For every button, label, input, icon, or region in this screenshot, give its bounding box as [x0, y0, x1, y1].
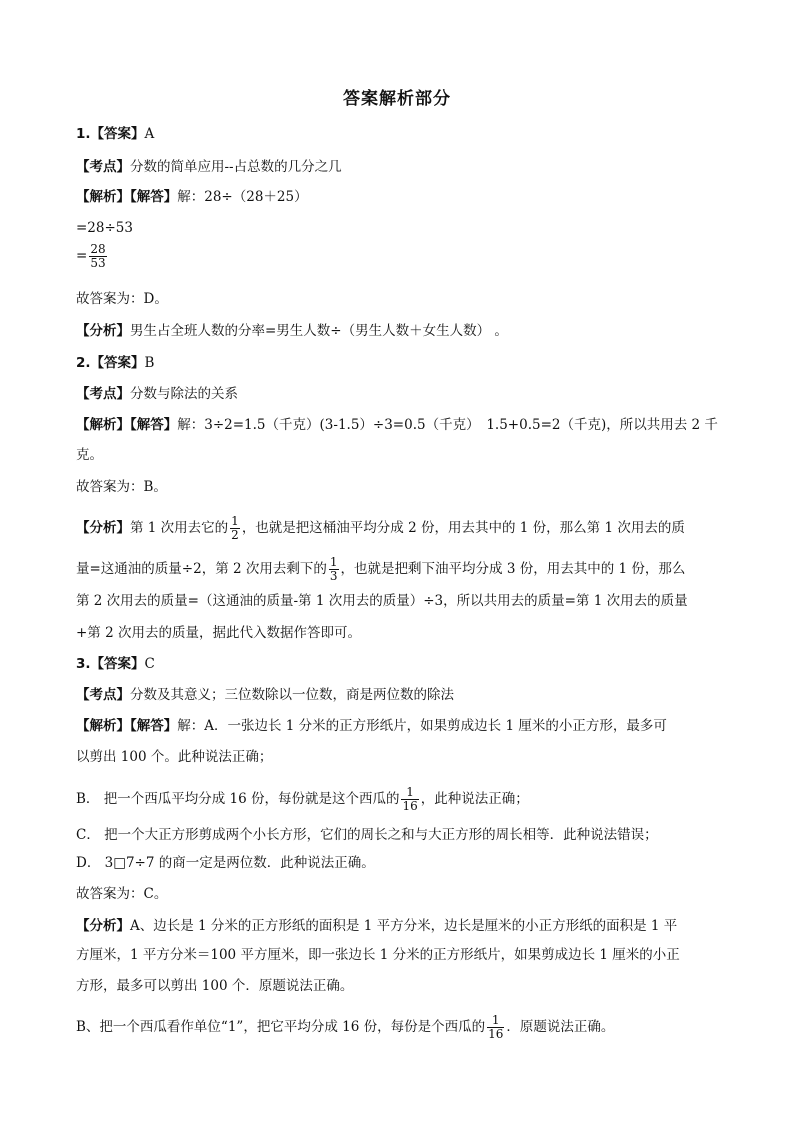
q2-fenxi-text: ，也就是把这桶油平均分成 2 份，用去其中的 1 份，那么第 1 次用去的质: [241, 520, 685, 536]
q1-fraction: [89, 243, 106, 270]
jieda-tag: 【解答】: [130, 417, 178, 433]
q2-conclusion: 故答案为：B。: [76, 479, 167, 495]
q2-jieda-l1: 解：3÷2=1.5（千克）(3-1.5）÷3=0.5（千克） 1.5+0.5=2（千克)，所以共用去 2 千: [177, 417, 718, 433]
q1-step3-eq: =: [76, 248, 88, 264]
answer-tag: 【答案】: [90, 656, 145, 672]
fraction-numerator: 1: [231, 514, 239, 528]
q1-number: 1.: [76, 126, 91, 142]
q3-fenxi-text: A、边长是 1 分米的正方形纸的面积是 1 平方分米，边长是厘米的小正方形纸的面积是 1 平: [130, 918, 678, 934]
q1-step3: [76, 243, 109, 270]
q3-option-d: D． 3□7÷7 的商一定是两位数．此种说法正确。: [76, 855, 375, 871]
fraction-one-half: [230, 515, 240, 542]
jiexi-tag: 【解析】: [76, 718, 130, 734]
q2-number: 2.: [76, 355, 91, 371]
q2-fenxi-text: 第 1 次用去它的: [130, 520, 229, 536]
q2-fenxi-l1: [76, 515, 685, 542]
q1-fraction-denominator: 53: [90, 256, 106, 270]
q3-jieda-l2: 以剪出 100 个。此种说法正确；: [76, 749, 273, 765]
fraction-numerator: 1: [401, 786, 418, 800]
q1-conclusion: 故答案为：D。: [76, 291, 168, 307]
q2-jieda-l2: 克。: [76, 447, 103, 463]
fraction-denominator: 2: [231, 528, 239, 542]
jiexi-tag: 【解析】: [76, 189, 130, 205]
q1-answer-value: A: [144, 126, 155, 142]
fenxi-tag: 【分析】: [76, 323, 130, 339]
q1-jieda: 解：28÷（28＋25）: [177, 189, 308, 205]
q3-option-b-text: B． 把一个西瓜平均分成 16 份，每份就是这个西瓜的: [76, 791, 400, 807]
q3-fenxi-l3: 方形，最多可以剪出 100 个．原题说法正确。: [76, 978, 354, 994]
fraction-denominator: 16: [402, 799, 418, 813]
q3-answer-value: C: [144, 656, 155, 672]
kaodian-tag: 【考点】: [76, 687, 130, 703]
q3-number: 3.: [76, 656, 91, 672]
fraction-denominator: 3: [329, 569, 338, 583]
q1-kaodian-line: [76, 158, 342, 176]
q2-answer-line: [76, 354, 154, 372]
answer-tag: 【答案】: [90, 126, 145, 142]
q1-fraction-numerator: 28: [90, 242, 106, 256]
kaodian-tag: 【考点】: [76, 159, 130, 175]
q1-fenxi-line: [76, 322, 508, 340]
fraction-one-sixteenth: [487, 1014, 504, 1041]
q3-fenxi-l1: [76, 917, 677, 935]
page-title: 答案解析部分: [343, 89, 451, 109]
fraction-numerator: 1: [487, 1014, 504, 1028]
q2-fenxi-text: 量=这通油的质量÷2，第 2 次用去剩下的: [76, 561, 327, 577]
q1-kaodian: 分数的简单应用--占总数的几分之几: [130, 159, 342, 175]
q2-fenxi-l4: +第 2 次用去的质量，据此代入数据作答即可。: [76, 625, 361, 641]
q3-fenxi-l4: [76, 1014, 614, 1041]
jiexi-tag: 【解析】: [76, 417, 130, 433]
kaodian-tag: 【考点】: [76, 386, 130, 402]
q2-kaodian: 分数与除法的关系: [130, 386, 238, 402]
q1-fenxi: 男生占全班人数的分率=男生人数÷（男生人数＋女生人数） 。: [130, 323, 508, 339]
answer-tag: 【答案】: [90, 355, 145, 371]
q2-fenxi-l2: [76, 556, 685, 583]
q3-conclusion: 故答案为：C。: [76, 886, 168, 902]
q3-option-b: [76, 786, 529, 813]
q3-jieda-line: [76, 717, 667, 735]
jieda-tag: 【解答】: [130, 718, 178, 734]
q1-jieda-line: [76, 188, 308, 206]
fenxi-tag: 【分析】: [76, 520, 130, 536]
q3-fenxi-text: ．原题说法正确。: [506, 1019, 615, 1035]
q2-fenxi-text: ，也就是把剩下油平均分成 3 份，用去其中的 1 份，那么: [340, 561, 686, 577]
q3-fenxi-text: B、把一个西瓜看作单位“1”，把它平均分成 16 份，每份是个西瓜的: [76, 1019, 486, 1035]
fraction-one-third: [329, 556, 339, 583]
jieda-tag: 【解答】: [130, 189, 178, 205]
q2-fenxi-l3: 第 2 次用去的质量=（这通油的质量-第 1 次用去的质量）÷3，所以共用去的质量=第 1 次用去的质量: [76, 593, 688, 609]
q2-kaodian-line: [76, 385, 238, 403]
fenxi-tag: 【分析】: [76, 918, 130, 934]
q3-kaodian: 分数及其意义；三位数除以一位数，商是两位数的除法: [130, 687, 454, 703]
q3-kaodian-line: [76, 686, 454, 704]
q3-answer-line: [76, 655, 155, 673]
q3-fenxi-l2: 方厘米，1 平方分米＝100 平方厘米，即一张边长 1 分米的正方形纸片，如果剪成边长 1 厘米的小正: [76, 947, 680, 963]
q1-step2: =28÷53: [76, 220, 133, 236]
q3-option-c: C． 把一个大正方形剪成两个小长方形，它们的周长之和与大正方形的周长相等．此种说法错误；: [76, 827, 658, 843]
fraction-one-sixteenth: [401, 786, 418, 813]
fraction-numerator: 1: [329, 555, 338, 569]
q3-jieda-l1: 解：A．一张边长 1 分米的正方形纸片，如果剪成边长 1 厘米的小正方形，最多可: [177, 718, 667, 734]
q2-jieda-line: [76, 416, 718, 434]
fraction-denominator: 16: [488, 1027, 504, 1041]
q2-answer-value: B: [144, 355, 155, 371]
q3-option-b-text: ，此种说法正确；: [420, 791, 529, 807]
q1-answer-line: [76, 125, 154, 143]
